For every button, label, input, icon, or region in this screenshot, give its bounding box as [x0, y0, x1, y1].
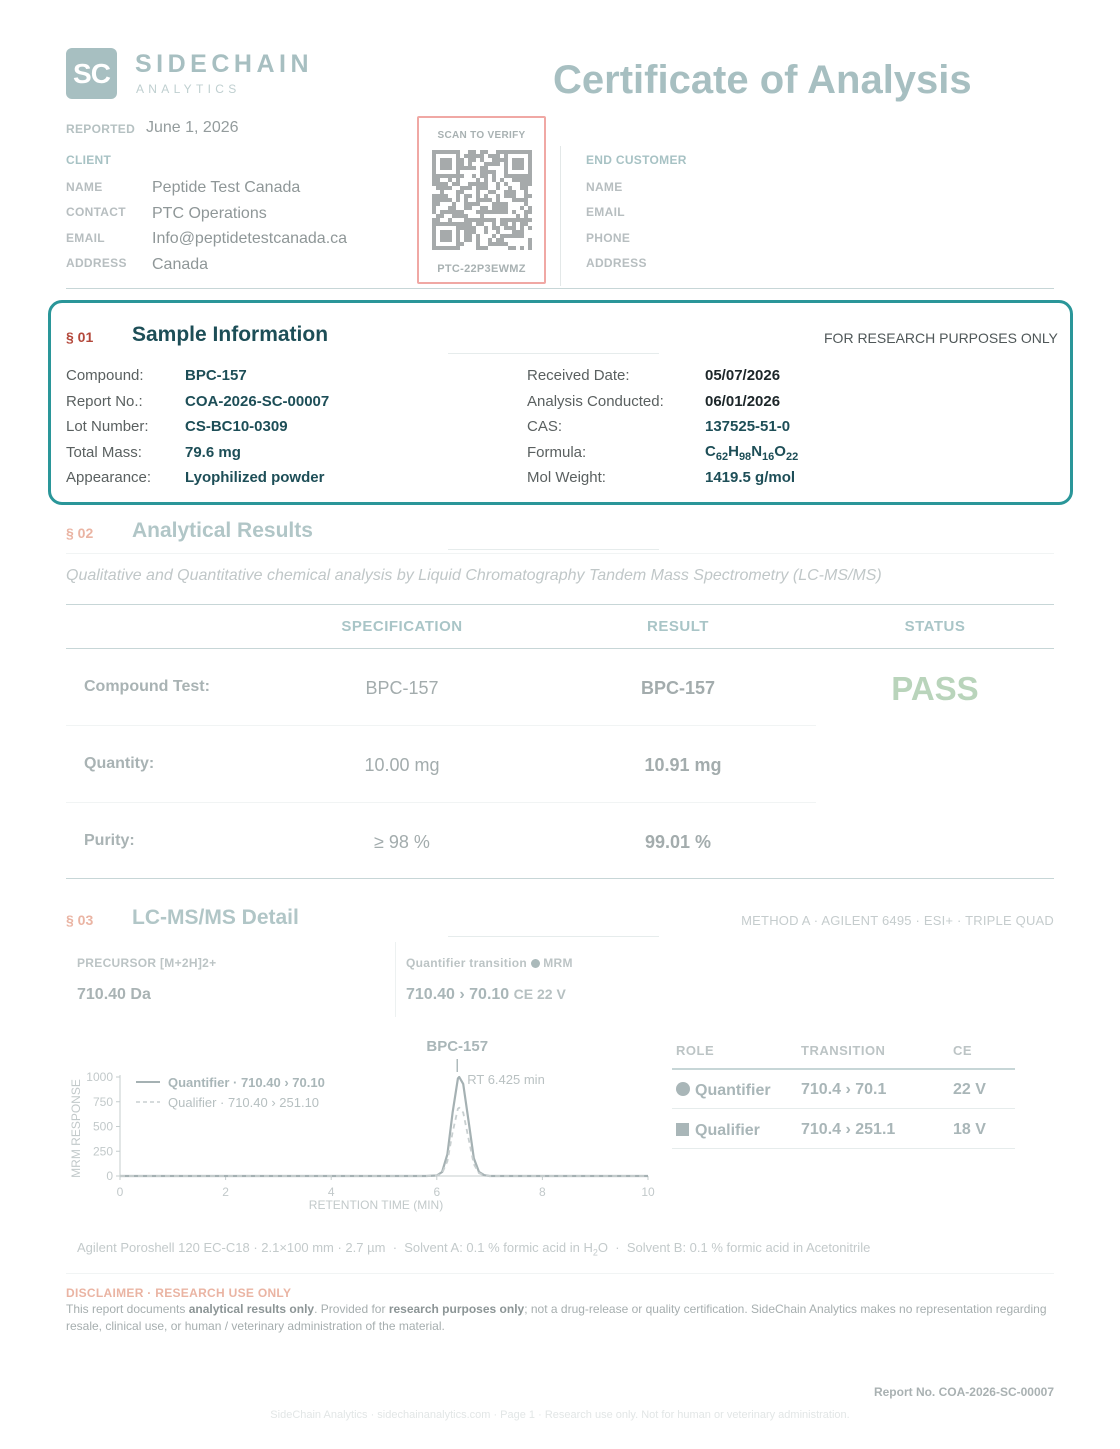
compound-test-label: Compound Test:	[84, 678, 210, 695]
analysis-conducted-value: 06/01/2026	[705, 393, 781, 410]
section-2-top-rule	[66, 553, 1054, 554]
x-axis-label: RETENTION TIME (MIN)	[308, 1198, 444, 1212]
section-2-title: Analytical Results	[132, 519, 313, 542]
x-tick-label: 0	[116, 1185, 124, 1199]
ce-header: CE	[953, 1043, 973, 1058]
results-table-top-rule	[66, 604, 1054, 605]
reported-date: June 1, 2026	[146, 119, 239, 136]
row-divider	[66, 725, 816, 726]
purity-label: Purity:	[84, 832, 135, 849]
brand-name: SIDECHAIN	[135, 50, 314, 78]
transition-header: TRANSITION	[801, 1043, 886, 1058]
results-table-bottom-rule	[66, 878, 1054, 879]
specification-header: SPECIFICATION	[341, 618, 463, 635]
section-2-number: § 02	[66, 525, 94, 541]
quantifier-transition: 710.4 › 70.1	[801, 1081, 887, 1098]
result-header: RESULT	[647, 618, 709, 635]
qualifier-series-line	[120, 1108, 648, 1176]
transitions-bottom-rule	[672, 1148, 1015, 1149]
status-header: STATUS	[904, 618, 966, 635]
mol-weight-label: Mol Weight:	[527, 469, 606, 486]
research-only-note: FOR RESEARCH PURPOSES ONLY	[824, 330, 1058, 346]
transitions-row-rule	[672, 1108, 1015, 1109]
qualifier-role: Qualifier	[676, 1122, 760, 1140]
qualifier-transition: 710.4 › 251.1	[801, 1121, 896, 1138]
lcms-info-divider	[395, 942, 396, 1017]
mrm-dot-icon	[531, 959, 540, 968]
results-header-rule	[66, 648, 1054, 649]
quantity-spec: 10.00 mg	[364, 755, 440, 775]
transitions-header-rule	[672, 1068, 1015, 1070]
y-tick-label: 250	[92, 1144, 113, 1159]
qr-code-icon[interactable]	[432, 150, 532, 250]
role-header: ROLE	[676, 1043, 715, 1058]
quantifier-series-line	[120, 1077, 648, 1176]
legend-qualifier-label: Qualifier · 710.40 › 251.10	[168, 1095, 320, 1110]
client-email-label: EMAIL	[66, 231, 105, 245]
x-tick-label: 8	[539, 1185, 546, 1199]
report-no-value: COA-2026-SC-00007	[185, 393, 330, 410]
status-pass-badge: PASS	[891, 670, 979, 707]
total-mass-label: Total Mass:	[66, 444, 142, 461]
received-date-label: Received Date:	[527, 367, 630, 384]
row-divider	[66, 802, 816, 803]
end-customer-phone-label: PHONE	[586, 231, 631, 245]
quantifier-transition-label: Quantifier transition MRM	[406, 956, 573, 970]
header-divider	[560, 146, 561, 286]
disclaimer-text: This report documents analytical results only. Provided for research purposes only; not a drug-release or quality certification. SideChain Analytics makes no representation regarding resale, clinical use, or human / veterinary administration of the material.	[66, 1302, 1047, 1333]
quantifier-transition-value: 710.40 › 70.10 CE 22 V	[406, 986, 566, 1003]
quantifier-role: Quantifier	[676, 1082, 771, 1100]
x-tick-label: 2	[222, 1185, 229, 1199]
section-1-title-rule	[448, 353, 659, 354]
retention-time-annotation: RT 6.425 min	[467, 1072, 545, 1087]
x-tick-label: 6	[433, 1185, 441, 1199]
section-2-title-rule	[448, 549, 659, 550]
section-3-title-rule	[448, 936, 659, 937]
footnote-rule	[66, 1273, 1054, 1274]
x-tick-label: 4	[327, 1185, 335, 1199]
section-3-number: § 03	[66, 912, 94, 928]
section-3-title: LC-MS/MS Detail	[132, 906, 299, 929]
lot-number-label: Lot Number:	[66, 418, 149, 435]
precursor-value: 710.40 Da	[77, 986, 151, 1003]
appearance-label: Appearance:	[66, 469, 152, 486]
legend-quantifier-label: Quantifier · 710.40 › 70.10	[168, 1075, 325, 1090]
reported-label: REPORTED	[66, 122, 136, 136]
mol-weight-value: 1419.5 g/mol	[705, 469, 796, 486]
footer-report-number: Report No. COA-2026-SC-00007	[873, 1385, 1054, 1399]
page-footer: SideChain Analytics · sidechainanalytics.com · Page 1 · Research use only. Not for human or veterinary administration.	[270, 1409, 850, 1421]
y-tick-label: 0	[106, 1169, 113, 1183]
y-tick-label: 500	[92, 1119, 113, 1134]
x-tick-label: 10	[641, 1185, 655, 1199]
client-email-value: Info@peptidetestcanada.ca	[152, 230, 348, 247]
qualifier-ce: 18 V	[953, 1121, 986, 1138]
chart-title: BPC-157	[426, 1038, 489, 1055]
compound-label: Compound:	[66, 367, 144, 384]
y-axis-label: MRM RESPONSE	[69, 1079, 83, 1178]
qr-code-id: PTC-22P3EWMZ	[437, 263, 526, 275]
section-1-number: § 01	[66, 329, 94, 345]
cas-label: CAS:	[527, 418, 563, 435]
total-mass-value: 79.6 mg	[185, 444, 241, 461]
end-customer-heading: END CUSTOMER	[586, 153, 687, 167]
method-label: METHOD A · AGILENT 6495 · ESI+ · TRIPLE QUAD	[741, 913, 1054, 928]
compound-value: BPC-157	[185, 367, 247, 384]
report-no-label: Report No.:	[66, 393, 143, 410]
chromatogram-chart	[60, 1030, 660, 1220]
client-name-value: Peptide Test Canada	[152, 179, 301, 196]
end-customer-name-label: NAME	[586, 180, 623, 194]
header-bottom-rule	[66, 288, 1054, 289]
qr-caption: SCAN TO VERIFY	[437, 130, 526, 141]
y-tick-label: 750	[92, 1094, 113, 1109]
cas-value: 137525-51-0	[705, 418, 791, 435]
compound-test-spec: BPC-157	[365, 678, 439, 698]
qr-verify-box[interactable]	[417, 116, 546, 284]
appearance-value: Lyophilized powder	[185, 469, 325, 486]
brand-subtitle: ANALYTICS	[136, 82, 241, 96]
disclaimer-title: DISCLAIMER · RESEARCH USE ONLY	[66, 1286, 292, 1300]
column-solvent-footnote: Agilent Poroshell 120 EC-C18 · 2.1×100 mm · 2.7 µm · Solvent A: 0.1 % formic acid in $H_2O$ · Solvent B: 0.1 % formic acid in Acetonitrile	[77, 1240, 871, 1258]
purity-spec: ≥ 98 %	[374, 832, 430, 852]
analysis-conducted-label: Analysis Conducted:	[527, 393, 664, 410]
purity-result: 99.01 %	[644, 832, 712, 852]
client-address-value: Canada	[152, 256, 209, 273]
section-1-title: Sample Information	[132, 323, 329, 346]
precursor-label: PRECURSOR [M+2H]2+	[77, 956, 217, 970]
end-customer-email-label: EMAIL	[586, 205, 625, 219]
y-tick-label: 1000	[86, 1070, 113, 1084]
analysis-description: Qualitative and Quantitative chemical analysis by Liquid Chromatography Tandem Mass Spectrometry (LC-MS/MS)	[66, 567, 882, 584]
client-heading: CLIENT	[66, 153, 112, 167]
formula-label: Formula:	[527, 444, 587, 461]
formula-value: $C_{62}H_{98}N_{16}O_{22}$	[705, 443, 799, 463]
client-contact-label: CONTACT	[66, 205, 126, 219]
square-marker-icon	[676, 1123, 689, 1136]
end-customer-address-label: ADDRESS	[586, 256, 647, 270]
company-logo: SC	[66, 48, 117, 99]
lot-number-value: CS-BC10-0309	[185, 418, 288, 435]
document-title: Certificate of Analysis	[553, 58, 972, 102]
circle-marker-icon	[676, 1082, 690, 1096]
quantifier-ce: 22 V	[953, 1081, 986, 1098]
received-date-value: 05/07/2026	[705, 367, 781, 384]
compound-test-result: BPC-157	[640, 678, 716, 698]
client-name-label: NAME	[66, 180, 103, 194]
quantity-label: Quantity:	[84, 755, 155, 772]
quantity-result: 10.91 mg	[644, 755, 722, 775]
client-address-label: ADDRESS	[66, 256, 127, 270]
client-contact-value: PTC Operations	[152, 205, 267, 222]
